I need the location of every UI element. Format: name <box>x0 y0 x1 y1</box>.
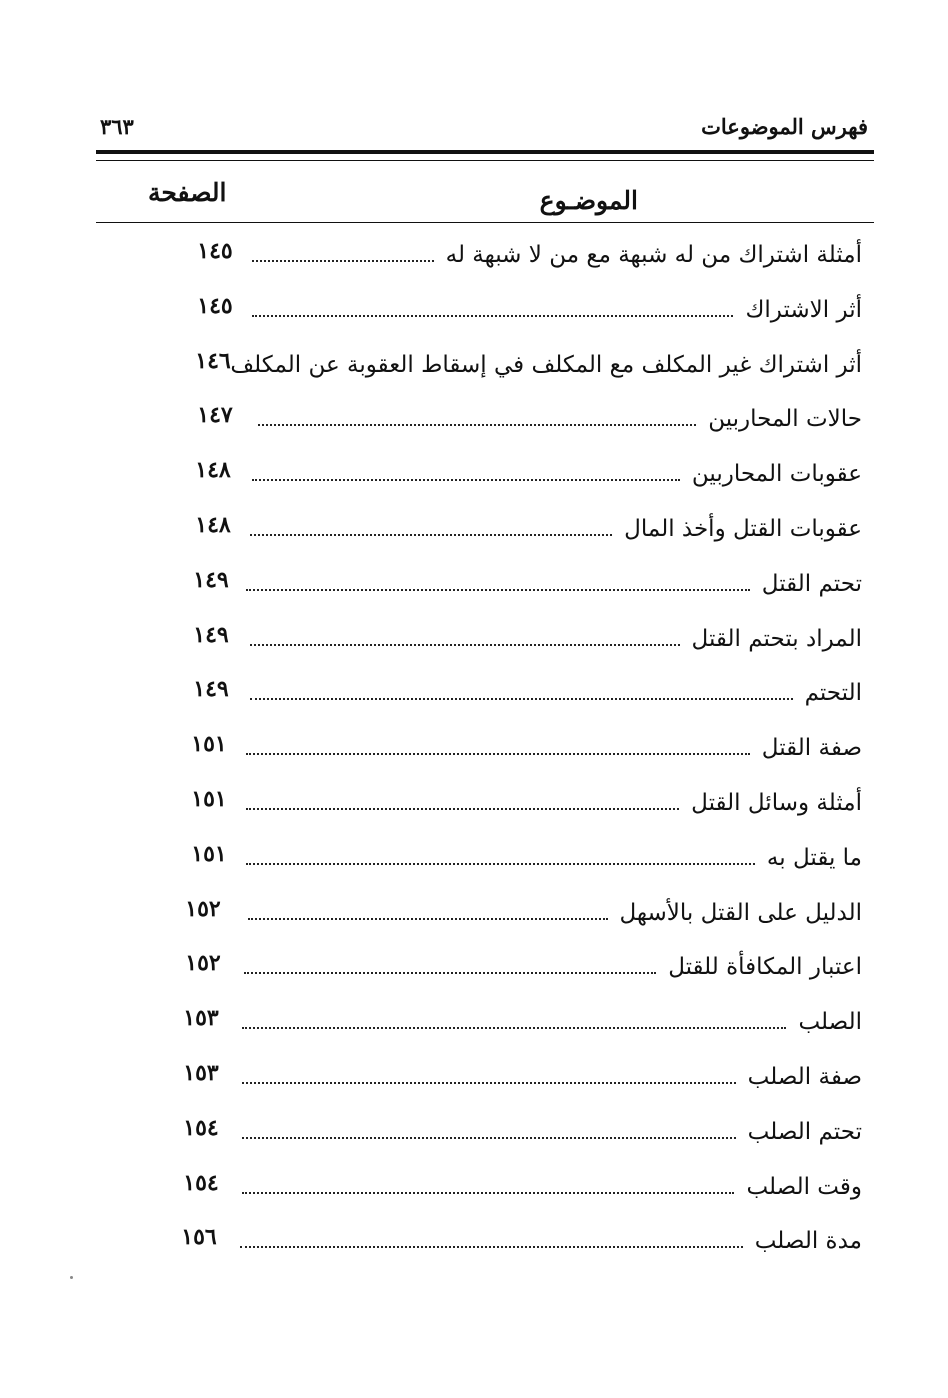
toc-entry-page: ١٥١ <box>191 840 227 867</box>
toc-entry <box>0 780 948 835</box>
toc-entry-page: ١٥٤ <box>183 1169 219 1196</box>
toc-list <box>0 232 948 1273</box>
toc-entry <box>0 342 948 397</box>
header-rule-thick <box>96 150 874 154</box>
toc-entry-leader <box>246 808 679 810</box>
running-title: فهرس الموضوعات <box>701 114 868 139</box>
toc-entry-topic: عقوبات القتل وأخذ المال <box>624 515 862 542</box>
toc-entry-leader <box>246 589 750 591</box>
toc-entry-leader <box>252 315 733 317</box>
toc-entry-topic: أمثلة اشتراك من له شبهة مع من لا شبهة له <box>445 242 862 268</box>
toc-entry-page: ١٥٣ <box>183 1005 219 1032</box>
toc-entry-leader <box>240 1246 743 1248</box>
toc-entry <box>0 396 948 451</box>
toc-entry-leader <box>242 1192 734 1194</box>
toc-entry <box>0 506 948 561</box>
toc-entry-page: ١٥١ <box>191 731 227 758</box>
column-header-rule <box>96 222 874 223</box>
toc-entry-topic: اعتبار المكافأة للقتل <box>668 954 862 981</box>
toc-entry <box>0 232 948 287</box>
toc-entry-page: ١٥٦ <box>181 1224 217 1251</box>
toc-entry-leader <box>242 1027 786 1029</box>
toc-entry <box>0 561 948 616</box>
toc-entry-topic: الدليل على القتل بالأسهل <box>619 899 862 926</box>
toc-entry-leader <box>250 644 680 646</box>
toc-entry-leader <box>244 972 656 974</box>
toc-entry <box>0 1164 948 1219</box>
toc-entry-leader <box>242 1137 736 1139</box>
toc-entry <box>0 670 948 725</box>
toc-entry-topic: حالات المحاربين <box>708 406 862 433</box>
toc-entry-leader <box>250 698 793 700</box>
toc-entry <box>0 835 948 890</box>
header-rule-thin <box>96 160 874 161</box>
toc-entry-page: ١٤٩ <box>193 566 229 593</box>
toc-entry-page: ١٤٦ <box>195 347 231 374</box>
running-head <box>96 112 874 148</box>
column-header <box>96 172 874 220</box>
toc-entry-page: ١٤٥ <box>197 238 233 264</box>
toc-entry-page: ١٥٤ <box>183 1114 219 1141</box>
toc-entry-page: ١٤٨ <box>195 457 231 484</box>
toc-entry-leader <box>242 1082 736 1084</box>
toc-entry-topic: صفة الصلب <box>747 1063 862 1090</box>
toc-entry-page: ١٥٢ <box>185 895 221 922</box>
toc-entry-leader <box>248 918 608 920</box>
toc-entry <box>0 725 948 780</box>
toc-entry <box>0 1054 948 1109</box>
toc-entry-page: ١٤٩ <box>193 676 229 703</box>
toc-entry-topic: المراد بتحتم القتل <box>691 625 862 652</box>
toc-entry-topic: أثر الاشتراك <box>745 296 862 323</box>
toc-entry <box>0 944 948 999</box>
toc-entry <box>0 287 948 342</box>
toc-entry-page: ١٤٩ <box>193 621 229 648</box>
toc-entry <box>0 1218 948 1273</box>
toc-entry-leader <box>250 534 612 536</box>
toc-entry-topic: أمثلة وسائل القتل <box>691 789 862 816</box>
toc-entry-topic: التحتم <box>804 680 862 707</box>
toc-entry-topic: صفة القتل <box>761 735 862 762</box>
toc-entry-topic: عقوبات المحاربين <box>691 461 862 488</box>
toc-entry-leader <box>246 753 750 755</box>
toc-entry-topic: تحتم القتل <box>761 570 862 597</box>
toc-entry-page: ١٥١ <box>191 785 227 812</box>
toc-entry-leader <box>246 863 755 865</box>
toc-entry-leader <box>252 479 680 481</box>
toc-entry-page: ١٤٧ <box>197 402 233 429</box>
column-header-topic: الموضـوع <box>539 186 638 215</box>
toc-entry <box>0 1109 948 1164</box>
page-number: ٣٦٣ <box>100 114 134 139</box>
toc-entry <box>0 616 948 671</box>
toc-entry-page: ١٥٣ <box>183 1059 219 1086</box>
column-header-page: الصفحة <box>148 178 227 207</box>
toc-entry-page: ١٤٥ <box>197 292 233 319</box>
toc-entry <box>0 999 948 1054</box>
toc-entry-leader <box>252 260 434 262</box>
toc-entry-topic: ما يقتل به <box>766 844 862 871</box>
toc-entry-topic: أثر اشتراك غير المكلف مع المكلف في إسقاط العقوبة عن المكلف <box>230 351 862 378</box>
toc-entry <box>0 451 948 506</box>
toc-entry-page: ١٥٢ <box>185 950 221 977</box>
toc-entry-leader <box>258 424 696 426</box>
toc-entry-page: ١٤٨ <box>195 511 231 538</box>
toc-entry-topic: تحتم الصلب <box>747 1118 862 1145</box>
toc-entry-topic: مدة الصلب <box>754 1228 862 1255</box>
toc-entry-topic: وقت الصلب <box>746 1173 862 1200</box>
toc-entry <box>0 890 948 945</box>
toc-entry-topic: الصلب <box>798 1009 862 1036</box>
scan-speck <box>70 1276 73 1279</box>
